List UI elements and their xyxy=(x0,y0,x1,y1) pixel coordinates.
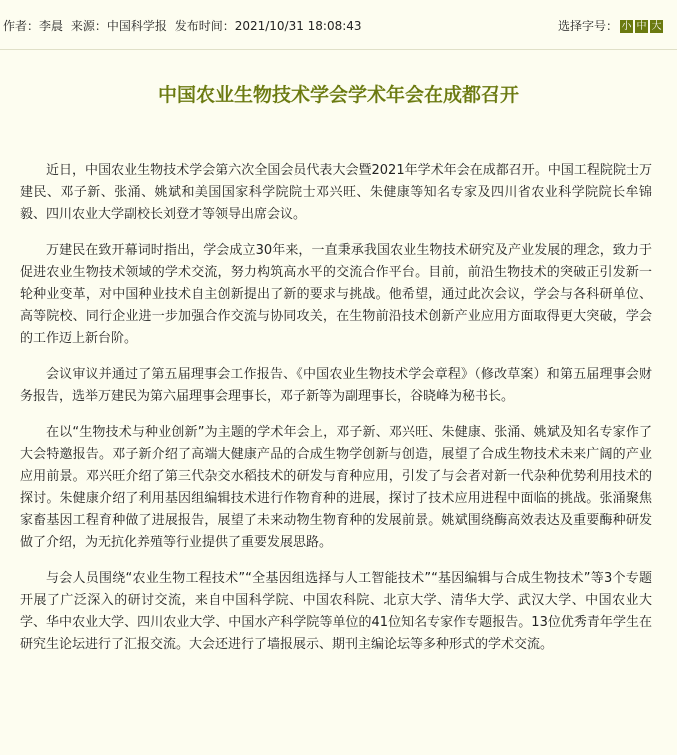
article-meta xyxy=(3,18,366,34)
article-paragraph: 近日，中国农业生物技术学会第六次全国会员代表大会暨2021年学术年会在成都召开。中国工程院院士万建民、邓子新、张涌、姚斌和美国国家科学院院士邓兴旺、朱健康等知名专家及四川省农业科学院院长牟锦毅、四川农业大学副校长刘登才等领导出席会议。 xyxy=(20,163,652,222)
article-paragraph: 万建民在致开幕词时指出，学会成立30年来，一直秉承我国农业生物技术研究及产业发展的理念，致力于促进农业生物技术领域的学术交流，努力构筑高水平的交流合作平台。目前，前沿生物技术的突破正引发新一轮种业变革，对中国种业技术自主创新提出了新的要求与挑战。他希望，通过此次会议，学会与各科研单位、高等院校、同行企业进一步加强合作交流与协同攻关，在生物前沿技术创新产业应用方面取得更大突破，学会的工作迈上新台阶。 xyxy=(20,243,652,346)
font-size-small-button[interactable]: 小 xyxy=(621,20,632,32)
article-header-bar xyxy=(0,0,677,50)
source-text: 来源：中国科学报 xyxy=(70,19,167,33)
font-size-selector xyxy=(558,18,663,34)
author-text: 作者：李晨 xyxy=(3,19,64,33)
article-paragraph: 会议审议并通过了第五届理事会工作报告、《中国农业生物技术学会章程》（修改草案）和第五届理事会财务报告，选举万建民为第六届理事会理事长，邓子新等为副理事长，谷晓峰为秘书长。 xyxy=(20,367,652,404)
article-paragraph: 在以“生物技术与种业创新”为主题的学术年会上，邓子新、邓兴旺、朱健康、张涌、姚斌及知名专家作了大会特邀报告。邓子新介绍了高端大健康产品的合成生物学创新与创造，展望了合成生物技术未来广阔的产业应用前景。邓兴旺介绍了第三代杂交水稻技术的研发与育种应用，引发了与会者对新一代杂种优势利用技术的探讨。朱健康介绍了利用基因组编辑技术进行作物育种的进展，探讨了技术应用进程中面临的挑战。张涌聚焦家畜基因工程育种做了进展报告，展望了未来动物生物育种的发展前景。姚斌围绕酶高效表达及重要酶种研发做了介绍，为无抗化养殖等行业提供了重要发展思路。 xyxy=(20,425,652,550)
font-size-medium-button[interactable]: 中 xyxy=(636,20,647,32)
publish-time-text: 发布时间：2021/10/31 18:08:43 xyxy=(174,19,362,33)
font-size-label: 选择字号： xyxy=(557,19,618,33)
font-size-large-button[interactable]: 大 xyxy=(651,20,662,32)
article-body xyxy=(20,160,652,670)
article-title: 中国农业生物技术学会学术年会在成都召开 xyxy=(157,84,519,106)
article-paragraph: 与会人员围绕“农业生物工程技术”“全基因组选择与人工智能技术”“基因编辑与合成生物技术”等3个专题开展了广泛深入的研讨交流，来自中国科学院、中国农科院、北京大学、清华大学、武汉大学、中国农业大学、华中农业大学、四川农业大学、中国水产科学院等单位的41位知名专家作专题报告。13位优秀青年学生在研究生论坛进行了汇报交流。大会还进行了墙报展示、期刊主编论坛等多种形式的学术交流。 xyxy=(20,571,652,652)
